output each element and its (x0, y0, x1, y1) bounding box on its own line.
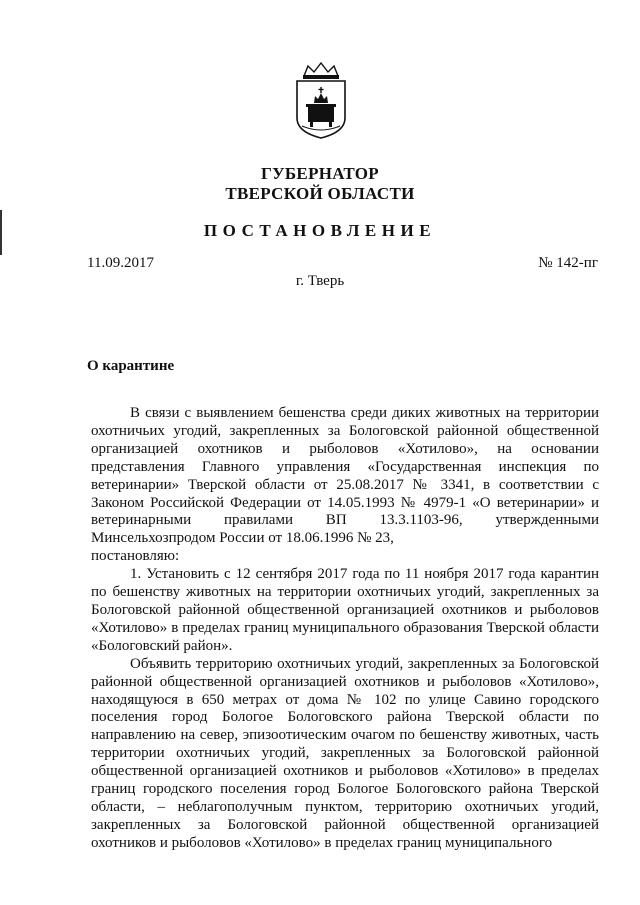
coat-of-arms-icon (292, 60, 350, 140)
paragraph-resolve: постановляю: (91, 548, 180, 565)
issuer-title-line1: ГУБЕРНАТОР (261, 164, 379, 183)
issuer-title-line2: ТВЕРСКОЙ ОБЛАСТИ (225, 184, 415, 203)
document-date: 11.09.2017 (87, 255, 154, 271)
document-city: г. Тверь (295, 273, 345, 289)
paragraph-preamble: В связи с выявлением бешенства среди диких животных на территории охотничьих угодий, закрепленных за Бологовской районной общественной организацией охотников и рыболовов «Хотилово», на основании представления Главного управления «Государственная инспекция по ветеринарии» Тверской области от 25.08.2017 № 3341, в соответствии с Законом Российской Федерации от 14.05.1993 № 4979-1 «О ветеринарии» и ветеринарными правилами ВП 13.3.1103-96, утвержденными Минсельхозпродом России от 18.06.1996 № 23, (91, 405, 599, 547)
document-number: № 142-пг (538, 255, 598, 271)
paragraph-item-1: 1. Установить с 12 сентября 2017 года по 11 ноября 2017 года карантин по бешенству животных на территории охотничьих угодий, закрепленных за Бологовской районной общественной организацией охотников и рыболовов «Хотилово» в пределах границ муниципального образования Тверской области «Бологовский район». (91, 566, 599, 654)
document-body (91, 405, 599, 853)
document-type: ПОСТАНОВЛЕНИЕ (203, 221, 437, 240)
paragraph-declare: Объявить территорию охотничьих угодий, закрепленных за Бологовской районной общественной организацией охотников и рыболовов «Хотилово», находящуюся в 650 метрах от дома № 102 по улице Савино городского поселения город Бологое Бологовского района Тверской области по направлению на север, эпизоотическим очагом по бешенству животных, часть территории охотничьих угодий, закрепленных за Бологовской районной общественной организацией охотников и рыболовов «Хотилово» в пределах границ городского поселения город Бологое Бологовского района Тверской области, – неблагополучным пунктом, территорию охотничьих угодий, закрепленных за Бологовской районной общественной организацией охотников и рыболовов «Хотилово» в пределах границ муниципального (91, 655, 599, 851)
document-subject: О карантине (87, 358, 175, 374)
